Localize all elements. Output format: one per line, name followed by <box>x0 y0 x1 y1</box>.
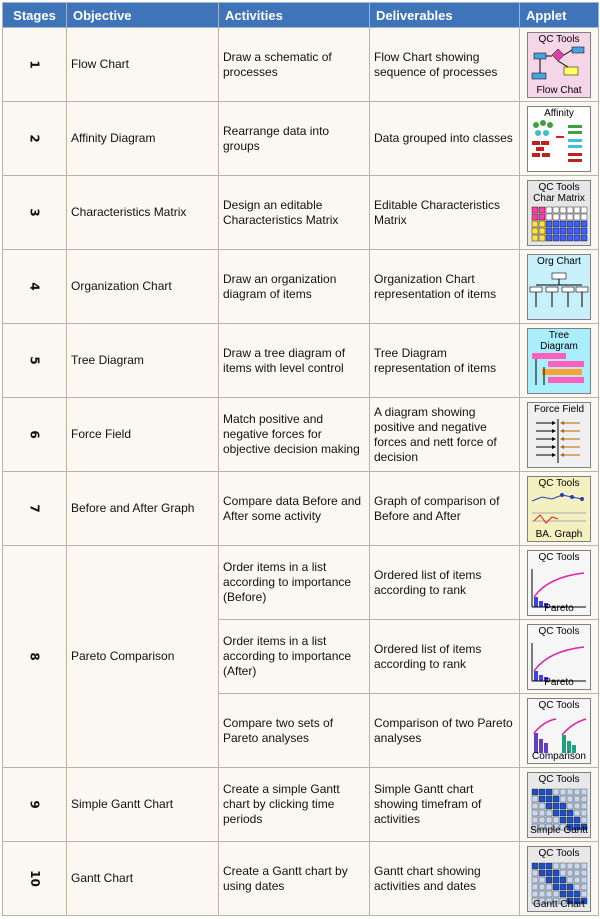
applet-cell[interactable] <box>520 28 599 102</box>
objective-cell: Affinity Diagram <box>67 102 219 176</box>
table-row <box>3 842 599 916</box>
applet-icon-title: Org Chart <box>537 255 581 267</box>
flow-chart-applet-icon[interactable] <box>527 32 591 98</box>
stage-cell <box>3 472 67 546</box>
objective-cell: Before and After Graph <box>67 472 219 546</box>
objective-cell: Force Field <box>67 398 219 472</box>
activities-cell: Design an editable Characteristics Matrix <box>219 176 370 250</box>
stage-number: 2 <box>27 134 42 143</box>
stage-number: 8 <box>27 652 42 661</box>
applet-icon-caption: Gantt Chart <box>533 898 585 910</box>
objective-cell: Tree Diagram <box>67 324 219 398</box>
deliverables-cell: Simple Gantt chart showing timefram of activities <box>370 768 520 842</box>
activities-cell: Draw an organization diagram of items <box>219 250 370 324</box>
table-row <box>3 768 599 842</box>
applet-icon-title: QC Tools <box>538 773 580 785</box>
stage-cell <box>3 842 67 916</box>
pareto-after-applet-icon[interactable] <box>527 624 591 690</box>
applet-cell[interactable] <box>520 472 599 546</box>
applet-icon-title: QC Tools <box>538 625 580 637</box>
gantt-chart-applet-icon[interactable] <box>527 846 591 912</box>
applet-cell[interactable] <box>520 546 599 620</box>
table-row <box>3 250 599 324</box>
table-row <box>3 472 599 546</box>
pareto-before-applet-icon[interactable] <box>527 550 591 616</box>
stage-cell <box>3 28 67 102</box>
applet-cell[interactable] <box>520 694 599 768</box>
objective-cell: Characteristics Matrix <box>67 176 219 250</box>
deliverables-cell: Comparison of two Pareto analyses <box>370 694 520 768</box>
deliverables-cell: Graph of comparison of Before and After <box>370 472 520 546</box>
tree-diagram-applet-icon[interactable] <box>527 328 591 394</box>
activities-cell: Create a Gantt chart by using dates <box>219 842 370 916</box>
applet-icon-title: Affinity <box>544 107 574 119</box>
objective-cell: Pareto Comparison <box>67 546 219 768</box>
force-field-applet-icon[interactable] <box>527 402 591 468</box>
header-deliverables: Deliverables <box>370 3 520 28</box>
applet-icon-subtitle: Diagram <box>540 340 578 352</box>
table-row <box>3 324 599 398</box>
deliverables-cell: Ordered list of items according to rank <box>370 620 520 694</box>
objective-cell: Simple Gantt Chart <box>67 768 219 842</box>
affinity-applet-icon[interactable] <box>527 106 591 172</box>
table-row <box>3 176 599 250</box>
activities-cell: Order items in a list according to importance (After) <box>219 620 370 694</box>
stage-cell <box>3 398 67 472</box>
objective-cell: Gantt Chart <box>67 842 219 916</box>
applet-cell[interactable] <box>520 176 599 250</box>
applet-icon-caption: Simple Gantt <box>530 824 588 836</box>
stage-number: 9 <box>27 800 42 809</box>
applet-icon-title: QC Tools <box>538 847 580 859</box>
deliverables-cell: Flow Chart showing sequence of processes <box>370 28 520 102</box>
activities-cell: Compare data Before and After some activity <box>219 472 370 546</box>
applet-cell[interactable] <box>520 102 599 176</box>
applet-icon-caption: BA. Graph <box>535 528 583 540</box>
stage-cell <box>3 324 67 398</box>
deliverables-cell: Organization Chart representation of items <box>370 250 520 324</box>
stage-cell <box>3 176 67 250</box>
pareto-comparison-applet-icon[interactable] <box>527 698 591 764</box>
qc-tools-table <box>2 2 599 916</box>
stage-number: 4 <box>27 282 42 291</box>
applet-icon-title: QC Tools <box>538 551 580 563</box>
header-objective: Objective <box>67 3 219 28</box>
applet-cell[interactable] <box>520 768 599 842</box>
activities-cell: Draw a schematic of processes <box>219 28 370 102</box>
table-row <box>3 28 599 102</box>
applet-icon-caption: Flow Chat <box>536 84 582 96</box>
table-row <box>3 102 599 176</box>
before-after-graph-applet-icon[interactable] <box>527 476 591 542</box>
table-row <box>3 546 599 620</box>
applet-icon-caption: Pareto <box>544 602 574 614</box>
deliverables-cell: A diagram showing positive and negative forces and nett force of decision <box>370 398 520 472</box>
org-chart-applet-icon[interactable] <box>527 254 591 320</box>
objective-cell: Flow Chart <box>67 28 219 102</box>
header-applet: Applet <box>520 3 599 28</box>
activities-cell: Draw a tree diagram of items with level control <box>219 324 370 398</box>
applet-icon-title: Force Field <box>533 403 584 415</box>
stage-number: 6 <box>27 430 42 439</box>
header-activities: Activities <box>219 3 370 28</box>
activities-cell: Rearrange data into groups <box>219 102 370 176</box>
header-stages: Stages <box>3 3 67 28</box>
header-row <box>3 3 599 28</box>
deliverables-cell: Editable Characteristics Matrix <box>370 176 520 250</box>
deliverables-cell: Data grouped into classes <box>370 102 520 176</box>
applet-icon-title: Tree <box>548 329 570 341</box>
stage-number: 3 <box>27 208 42 217</box>
applet-cell[interactable] <box>520 250 599 324</box>
applet-icon-title: QC Tools <box>538 699 580 711</box>
char-matrix-applet-icon[interactable] <box>527 180 591 246</box>
activities-cell: Compare two sets of Pareto analyses <box>219 694 370 768</box>
stage-number: 10 <box>27 870 42 887</box>
applet-icon-caption: Pareto <box>544 676 574 688</box>
stage-cell <box>3 768 67 842</box>
applet-icon-caption: Comparison <box>532 750 586 762</box>
stage-number: 1 <box>27 60 42 69</box>
applet-cell[interactable] <box>520 620 599 694</box>
applet-icon-title: QC Tools <box>538 181 580 193</box>
table-row <box>3 398 599 472</box>
deliverables-cell: Tree Diagram representation of items <box>370 324 520 398</box>
applet-icon-title: QC Tools <box>538 477 580 489</box>
applet-cell[interactable] <box>520 398 599 472</box>
applet-cell[interactable] <box>520 842 599 916</box>
stage-cell <box>3 546 67 768</box>
objective-cell: Organization Chart <box>67 250 219 324</box>
activities-cell: Create a simple Gantt chart by clicking time periods <box>219 768 370 842</box>
simple-gantt-applet-icon[interactable] <box>527 772 591 838</box>
stage-cell <box>3 102 67 176</box>
stage-number: 5 <box>27 356 42 365</box>
applet-icon-title: QC Tools <box>538 33 580 45</box>
applet-cell[interactable] <box>520 324 599 398</box>
deliverables-cell: Ordered list of items according to rank <box>370 546 520 620</box>
stage-cell <box>3 250 67 324</box>
activities-cell: Order items in a list according to importance (Before) <box>219 546 370 620</box>
stage-number: 7 <box>27 504 42 513</box>
deliverables-cell: Gantt chart showing activities and dates <box>370 842 520 916</box>
applet-icon-subtitle: Char Matrix <box>533 192 585 204</box>
activities-cell: Match positive and negative forces for objective decision making <box>219 398 370 472</box>
